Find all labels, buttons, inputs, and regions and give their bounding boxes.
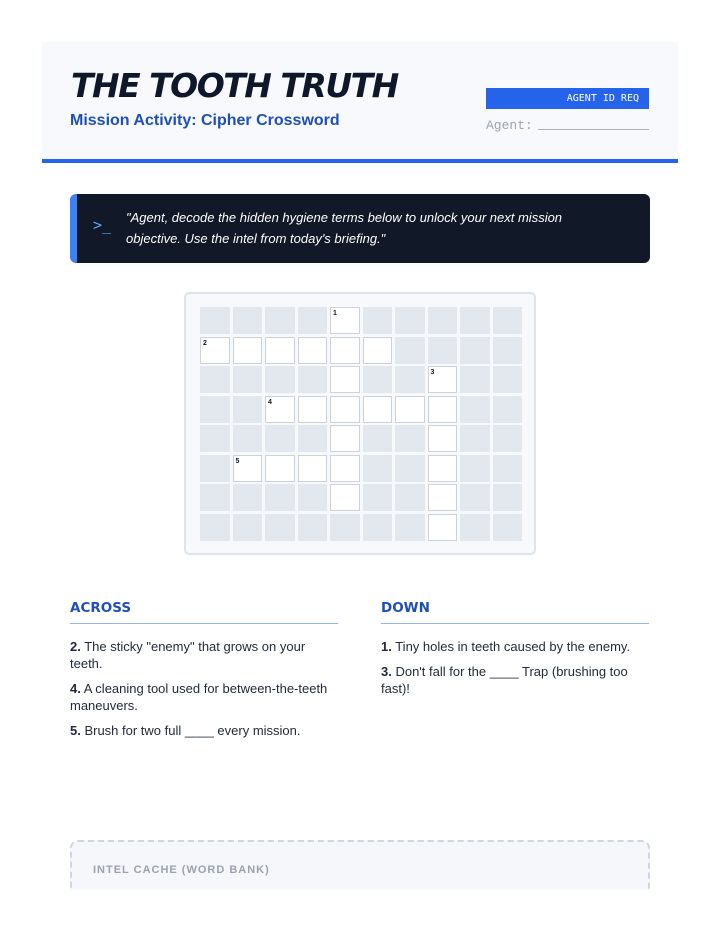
clue-number: 5: [235, 457, 240, 465]
crossword-cell-blocked: [460, 366, 490, 393]
crossword-cell-open[interactable]: [298, 455, 328, 482]
crossword-cell-blocked: [363, 514, 393, 541]
crossword-cell-blocked: [265, 366, 295, 393]
crossword-cell-blocked: [298, 307, 328, 334]
clue-text: A cleaning tool used for between-the-teeth maneuvers.: [70, 681, 328, 713]
across-clue-list: [70, 638, 338, 739]
crossword-cell-blocked: [233, 425, 263, 452]
crossword-cell-open[interactable]: [428, 484, 458, 511]
crossword-cell-open[interactable]: [330, 337, 360, 364]
terminal-prompt-icon: >_: [93, 216, 112, 234]
crossword-cell-blocked: [395, 484, 425, 511]
crossword-cell-blocked: [363, 425, 393, 452]
crossword-cell-blocked: [233, 366, 263, 393]
clue-number: 3.: [381, 664, 392, 679]
crossword-cell-open[interactable]: [330, 455, 360, 482]
crossword-cell-open[interactable]: [428, 396, 458, 423]
clue-number: 5.: [70, 723, 81, 738]
crossword-cell-blocked: [395, 425, 425, 452]
clue-number: 2: [203, 339, 207, 347]
down-heading: DOWN: [381, 600, 649, 624]
crossword-cell-blocked: [200, 514, 230, 541]
crossword-cell-blocked: [265, 425, 295, 452]
crossword-cell-blocked: [428, 307, 458, 334]
clue-number: 1.: [381, 639, 392, 654]
clue-text: The sticky "enemy" that grows on your teeth.: [70, 639, 306, 671]
crossword-cell-open[interactable]: [363, 396, 393, 423]
crossword-cell-blocked: [298, 425, 328, 452]
crossword-cell-open[interactable]: [265, 396, 295, 423]
crossword-cell-open[interactable]: [330, 366, 360, 393]
crossword-cell-open[interactable]: [265, 455, 295, 482]
crossword-cell-blocked: [200, 455, 230, 482]
word-bank-label: INTEL CACHE (WORD BANK): [93, 864, 270, 876]
crossword-cell-open[interactable]: [233, 337, 263, 364]
crossword-cell-blocked: [363, 366, 393, 393]
crossword-cell-blocked: [200, 396, 230, 423]
crossword-cell-blocked: [395, 514, 425, 541]
crossword-cell-blocked: [233, 396, 263, 423]
crossword-cell-blocked: [233, 484, 263, 511]
briefing-box: [70, 194, 650, 263]
down-clues-section: [381, 600, 649, 705]
crossword-cell-open[interactable]: [265, 337, 295, 364]
crossword-cell-blocked: [460, 396, 490, 423]
crossword-cell-blocked: [395, 337, 425, 364]
crossword-cell-blocked: [493, 307, 523, 334]
across-clue: [70, 638, 338, 672]
crossword-cell-open[interactable]: [428, 425, 458, 452]
crossword-cell-blocked: [460, 514, 490, 541]
crossword-cell-open[interactable]: [330, 425, 360, 452]
page-title: THE TOOTH TRUTH: [71, 66, 398, 105]
down-clue-list: [381, 638, 649, 697]
across-clues-section: [70, 600, 338, 747]
crossword-cell-open[interactable]: [428, 455, 458, 482]
crossword-cell-open[interactable]: [428, 514, 458, 541]
crossword-cell-blocked: [200, 307, 230, 334]
page-subtitle: Mission Activity: Cipher Crossword: [70, 112, 340, 129]
across-clue: [70, 680, 338, 714]
crossword-cell-open[interactable]: [298, 337, 328, 364]
header-panel: [42, 42, 678, 163]
crossword-cell-blocked: [363, 307, 393, 334]
crossword-cell-blocked: [200, 425, 230, 452]
across-clue: [70, 722, 338, 739]
crossword-cell-blocked: [298, 484, 328, 511]
crossword-cell-blocked: [298, 514, 328, 541]
crossword-cell-open[interactable]: [330, 396, 360, 423]
across-heading: ACROSS: [70, 600, 338, 624]
crossword-cell-open[interactable]: [298, 396, 328, 423]
clue-number: 4: [268, 398, 272, 406]
crossword-cell-blocked: [200, 484, 230, 511]
crossword-cell-blocked: [460, 307, 490, 334]
crossword-cell-blocked: [200, 366, 230, 393]
down-clue: [381, 638, 649, 655]
crossword-cell-blocked: [298, 366, 328, 393]
crossword-cell-open[interactable]: [395, 396, 425, 423]
briefing-quote: "Agent, decode the hidden hygiene terms below to unlock your next mission objective. Use the intel from today's briefing.": [126, 210, 563, 246]
crossword-cell-blocked: [395, 366, 425, 393]
crossword-cell-blocked: [233, 514, 263, 541]
crossword-cell-blocked: [265, 307, 295, 334]
crossword-cell-open[interactable]: [363, 337, 393, 364]
crossword-cell-open[interactable]: [428, 366, 458, 393]
crossword-cell-blocked: [460, 337, 490, 364]
clue-text: Don't fall for the ____ Trap (brushing too fast)!: [381, 664, 628, 696]
clue-number: 3: [430, 369, 435, 376]
crossword-cell-blocked: [330, 514, 360, 541]
crossword-cell-blocked: [493, 514, 523, 541]
crossword-cell-open[interactable]: [200, 337, 230, 364]
crossword-cell-blocked: [363, 455, 393, 482]
crossword-cell-blocked: [493, 396, 523, 423]
down-clue: [381, 663, 649, 697]
crossword-cell-blocked: [493, 455, 523, 482]
crossword-card: [184, 292, 536, 555]
agent-name-field[interactable]: [538, 129, 649, 130]
crossword-cell-blocked: [493, 425, 523, 452]
crossword-cell-blocked: [460, 425, 490, 452]
crossword-cell-blocked: [363, 484, 393, 511]
clue-number: 1: [333, 310, 337, 317]
page-bottom-edge: [0, 890, 720, 932]
crossword-cell-blocked: [460, 484, 490, 511]
crossword-cell-blocked: [460, 455, 490, 482]
crossword-cell-blocked: [233, 307, 263, 334]
agent-id-badge: AGENT ID REQ: [486, 88, 649, 109]
crossword-cell-open[interactable]: [330, 484, 360, 511]
crossword-cell-open[interactable]: [330, 307, 360, 334]
clue-number: 4.: [70, 681, 81, 696]
crossword-cell-blocked: [493, 484, 523, 511]
crossword-cell-blocked: [395, 455, 425, 482]
clue-number: 2.: [70, 639, 81, 654]
crossword-grid: [200, 307, 522, 541]
clue-text: Brush for two full ____ every mission.: [80, 723, 301, 738]
crossword-cell-open[interactable]: [233, 455, 263, 482]
crossword-cell-blocked: [428, 337, 458, 364]
agent-name-label: Agent:: [486, 118, 533, 133]
clue-text: Tiny holes in teeth caused by the enemy.: [391, 639, 631, 654]
crossword-cell-blocked: [265, 484, 295, 511]
crossword-cell-blocked: [493, 366, 523, 393]
crossword-cell-blocked: [395, 307, 425, 334]
crossword-cell-blocked: [493, 337, 523, 364]
crossword-cell-blocked: [265, 514, 295, 541]
